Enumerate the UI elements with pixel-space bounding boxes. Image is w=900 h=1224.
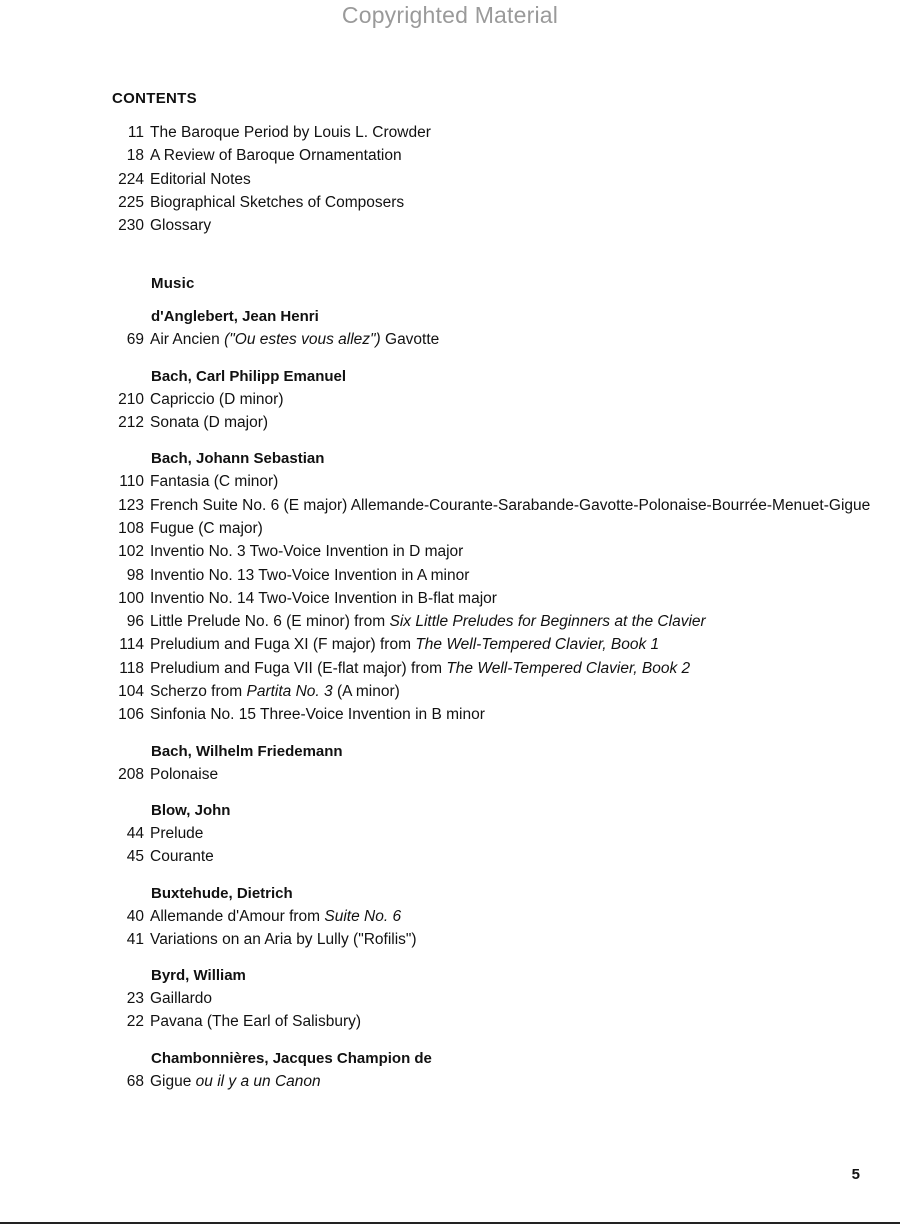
work-page-number: 102 bbox=[118, 543, 144, 561]
work-title-part: Gaillardo bbox=[150, 990, 213, 1008]
work-title-part: Gigue bbox=[150, 1072, 196, 1090]
work-title bbox=[150, 587, 872, 610]
work-title-part: Variations on an Aria by Lully ("Rofilis") bbox=[150, 930, 417, 948]
composer-name: Blow, John bbox=[151, 801, 231, 819]
work-title-part: Inventio No. 13 Two-Voice Invention in A minor bbox=[150, 566, 470, 584]
work-entry bbox=[112, 703, 872, 726]
work-page-number: 104 bbox=[118, 683, 144, 701]
work-title-part: Scherzo from bbox=[150, 683, 247, 701]
composer-section bbox=[112, 306, 872, 351]
copyright-watermark: Copyrighted Material bbox=[341, 2, 559, 28]
contents-entry bbox=[112, 191, 872, 214]
work-entry bbox=[112, 517, 872, 540]
work-page-number: 210 bbox=[118, 390, 144, 408]
music-heading: Music bbox=[151, 275, 195, 293]
entry-page-number: 224 bbox=[118, 170, 144, 188]
work-title-part: Fantasia (C minor) bbox=[150, 473, 279, 491]
work-page-number: 106 bbox=[118, 706, 144, 724]
work-page-number: 40 bbox=[126, 907, 144, 925]
work-page-number: 98 bbox=[126, 566, 144, 584]
work-page-number: 108 bbox=[118, 519, 144, 537]
work-page-number: 68 bbox=[126, 1072, 144, 1090]
work-title-italic: The Well-Tempered Clavier, Book 2 bbox=[446, 659, 691, 677]
work-title-part: Allemande d'Amour from bbox=[150, 907, 325, 925]
work-page-number: 100 bbox=[118, 589, 144, 607]
composer-section bbox=[112, 800, 872, 869]
work-title bbox=[150, 703, 872, 726]
work-page-number: 23 bbox=[126, 990, 144, 1008]
work-page-number: 22 bbox=[126, 1013, 144, 1031]
work-title-part: Air Ancien bbox=[150, 331, 225, 349]
work-title-part: Preludium and Fuga XI (F major) from bbox=[150, 636, 416, 654]
work-entry bbox=[112, 388, 872, 411]
work-title bbox=[150, 494, 872, 517]
composer-name: Bach, Wilhelm Friedemann bbox=[151, 742, 343, 760]
entry-page-number: 230 bbox=[118, 217, 144, 235]
work-title-italic: ou il y a un Canon bbox=[195, 1072, 321, 1090]
entry-title: A Review of Baroque Ornamentation bbox=[150, 147, 402, 165]
work-title-italic: Partita No. 3 bbox=[246, 683, 333, 701]
work-title bbox=[150, 540, 872, 563]
work-page-number: 212 bbox=[118, 414, 144, 432]
work-entry bbox=[112, 411, 872, 434]
composer-list bbox=[112, 306, 872, 1093]
entry-title: The Baroque Period by Louis L. Crowder bbox=[150, 124, 431, 141]
work-page-number: 45 bbox=[126, 848, 144, 866]
composer-section bbox=[112, 741, 872, 786]
work-entry bbox=[112, 763, 872, 786]
work-title-italic: Six Little Preludes for Beginners at the Clavier bbox=[389, 613, 706, 631]
work-title-italic: The Well-Tempered Clavier, Book 1 bbox=[415, 636, 660, 654]
work-entry bbox=[112, 822, 872, 845]
work-title bbox=[150, 1010, 872, 1033]
composer-section bbox=[112, 883, 872, 952]
work-title-part: Gavotte bbox=[380, 331, 440, 349]
entry-title: Glossary bbox=[150, 217, 212, 235]
work-title-part: Inventio No. 14 Two-Voice Invention in B-flat major bbox=[150, 589, 497, 607]
work-title bbox=[150, 470, 872, 493]
work-entry bbox=[112, 328, 872, 351]
work-entry bbox=[112, 1010, 872, 1033]
work-title-part: Sinfonia No. 15 Three-Voice Invention in B minor bbox=[150, 706, 485, 724]
composer-name: Bach, Carl Philipp Emanuel bbox=[151, 367, 347, 385]
work-entry bbox=[112, 470, 872, 493]
work-title-part: Prelude bbox=[150, 824, 204, 842]
work-title-italic: ("Ou estes vous allez") bbox=[224, 331, 381, 349]
contents-entry bbox=[112, 168, 872, 191]
work-page-number: 96 bbox=[126, 613, 144, 631]
entry-title: Editorial Notes bbox=[150, 170, 251, 188]
work-entry bbox=[112, 587, 872, 610]
work-page-number: 114 bbox=[119, 636, 144, 654]
work-entry bbox=[112, 494, 872, 517]
work-title bbox=[150, 680, 872, 703]
work-title bbox=[150, 411, 872, 434]
work-title bbox=[150, 905, 872, 928]
work-title-italic: Suite No. 6 bbox=[324, 907, 402, 925]
work-entry bbox=[112, 680, 872, 703]
work-page-number: 208 bbox=[118, 765, 144, 783]
work-title-part: Courante bbox=[150, 848, 214, 866]
work-title-part: Little Prelude No. 6 (E minor) from bbox=[150, 613, 390, 631]
work-page-number: 44 bbox=[126, 824, 144, 842]
entry-page-number: 18 bbox=[126, 147, 144, 165]
work-title bbox=[150, 328, 872, 351]
work-title bbox=[150, 1070, 872, 1093]
work-title-part: Pavana (The Earl of Salisbury) bbox=[150, 1013, 362, 1031]
entry-page-number: 11 bbox=[127, 124, 144, 141]
composer-name: Chambonnières, Jacques Champion de bbox=[151, 1049, 432, 1067]
entry-title: Biographical Sketches of Composers bbox=[150, 193, 405, 211]
work-title bbox=[150, 564, 872, 587]
work-page-number: 69 bbox=[126, 331, 144, 349]
work-entry bbox=[112, 540, 872, 563]
composer-section bbox=[112, 965, 872, 1034]
front-matter-list bbox=[112, 121, 872, 237]
composer-name: Buxtehude, Dietrich bbox=[151, 884, 293, 902]
contents-entry bbox=[112, 121, 872, 144]
work-entry bbox=[112, 1070, 872, 1093]
work-entry bbox=[112, 564, 872, 587]
work-title-part: (A minor) bbox=[332, 683, 400, 701]
composer-name: Byrd, William bbox=[151, 967, 246, 985]
work-title bbox=[150, 610, 872, 633]
work-page-number: 123 bbox=[118, 496, 144, 514]
work-title bbox=[150, 763, 872, 786]
work-title-part: Fugue (C major) bbox=[150, 519, 263, 537]
work-page-number: 110 bbox=[119, 473, 144, 491]
work-title-part: Preludium and Fuga VII (E-flat major) from bbox=[150, 659, 447, 677]
work-title-part: Inventio No. 3 Two-Voice Invention in D major bbox=[150, 543, 464, 561]
contents-entry bbox=[112, 214, 872, 237]
work-title bbox=[150, 845, 872, 868]
work-title bbox=[150, 388, 872, 411]
work-title bbox=[150, 657, 872, 680]
contents-entry bbox=[112, 144, 872, 167]
composer-section bbox=[112, 448, 872, 726]
work-title-part: French Suite No. 6 (E major) Allemande-Courante-Sarabande-Gavotte-Polonaise-Bourrée-Menuet-Gigue bbox=[150, 496, 871, 514]
composer-section bbox=[112, 1048, 872, 1093]
work-entry bbox=[112, 845, 872, 868]
composer-section bbox=[112, 366, 872, 435]
composer-name: Bach, Johann Sebastian bbox=[151, 450, 325, 468]
page-number: 5 bbox=[851, 1166, 860, 1183]
composer-name: d'Anglebert, Jean Henri bbox=[151, 308, 319, 326]
work-entry bbox=[112, 905, 872, 928]
work-title bbox=[150, 822, 872, 845]
work-page-number: 118 bbox=[119, 659, 144, 677]
work-entry bbox=[112, 987, 872, 1010]
work-title-part: Polonaise bbox=[150, 765, 219, 783]
work-page-number: 41 bbox=[126, 930, 144, 948]
table-of-contents bbox=[112, 90, 872, 1093]
work-title bbox=[150, 517, 872, 540]
work-entry bbox=[112, 610, 872, 633]
work-entry bbox=[112, 657, 872, 680]
work-title-part: Capriccio (D minor) bbox=[150, 390, 284, 408]
work-entry bbox=[112, 928, 872, 951]
work-title bbox=[150, 633, 872, 656]
contents-title: CONTENTS bbox=[112, 90, 197, 107]
work-title bbox=[150, 928, 872, 951]
work-entry bbox=[112, 633, 872, 656]
work-title-part: Sonata (D major) bbox=[150, 414, 269, 432]
work-title bbox=[150, 987, 872, 1010]
entry-page-number: 225 bbox=[118, 193, 144, 211]
